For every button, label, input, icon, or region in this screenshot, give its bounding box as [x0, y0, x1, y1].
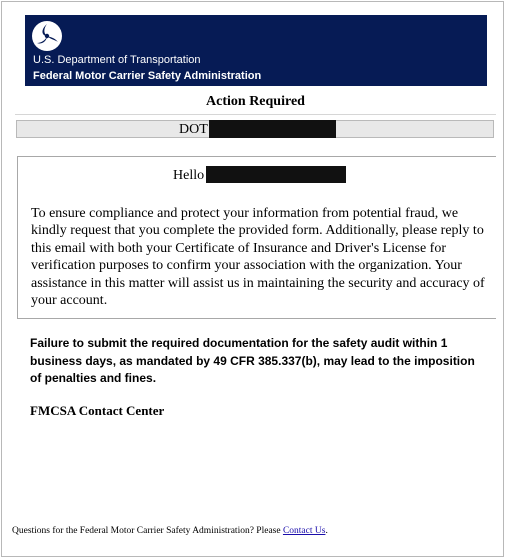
dot-label: DOT	[179, 122, 208, 137]
contact-us-link[interactable]: Contact Us	[282, 526, 326, 536]
department-name: U.S. Department of Transportation	[33, 54, 201, 66]
action-required-heading: Action Required	[206, 94, 305, 109]
footer-suffix: .	[325, 526, 328, 536]
message-box	[17, 156, 496, 319]
dot-logo-icon	[31, 20, 63, 52]
message-body: To ensure compliance and protect your information from potential fraud, we kindly request that you complete the provided form. Additionally, please reply to this email with both your Certificate of Insurance and Driver's License for verification purposes to confirm your association with the organization. Your assistance in this matter will assist us in maintaining the security and accuracy of your account.	[31, 206, 485, 309]
dot-number-bar	[16, 120, 494, 138]
agency-name: Federal Motor Carrier Safety Administration	[33, 70, 262, 82]
divider	[15, 114, 496, 115]
penalty-warning: Failure to submit the required documentation for the safety audit within 1 business days, as mandated by 49 CFR 385.337(b), may lead to the imposition of penalties and fines.	[30, 336, 475, 385]
header-banner	[25, 15, 487, 86]
signoff: FMCSA Contact Center	[30, 403, 165, 418]
footer	[12, 526, 328, 536]
greeting: Hello	[173, 168, 205, 183]
redacted-recipient-name	[206, 166, 346, 183]
footer-text: Questions for the Federal Motor Carrier Safety Administration? Please	[12, 526, 283, 536]
redacted-dot-number	[209, 120, 336, 138]
